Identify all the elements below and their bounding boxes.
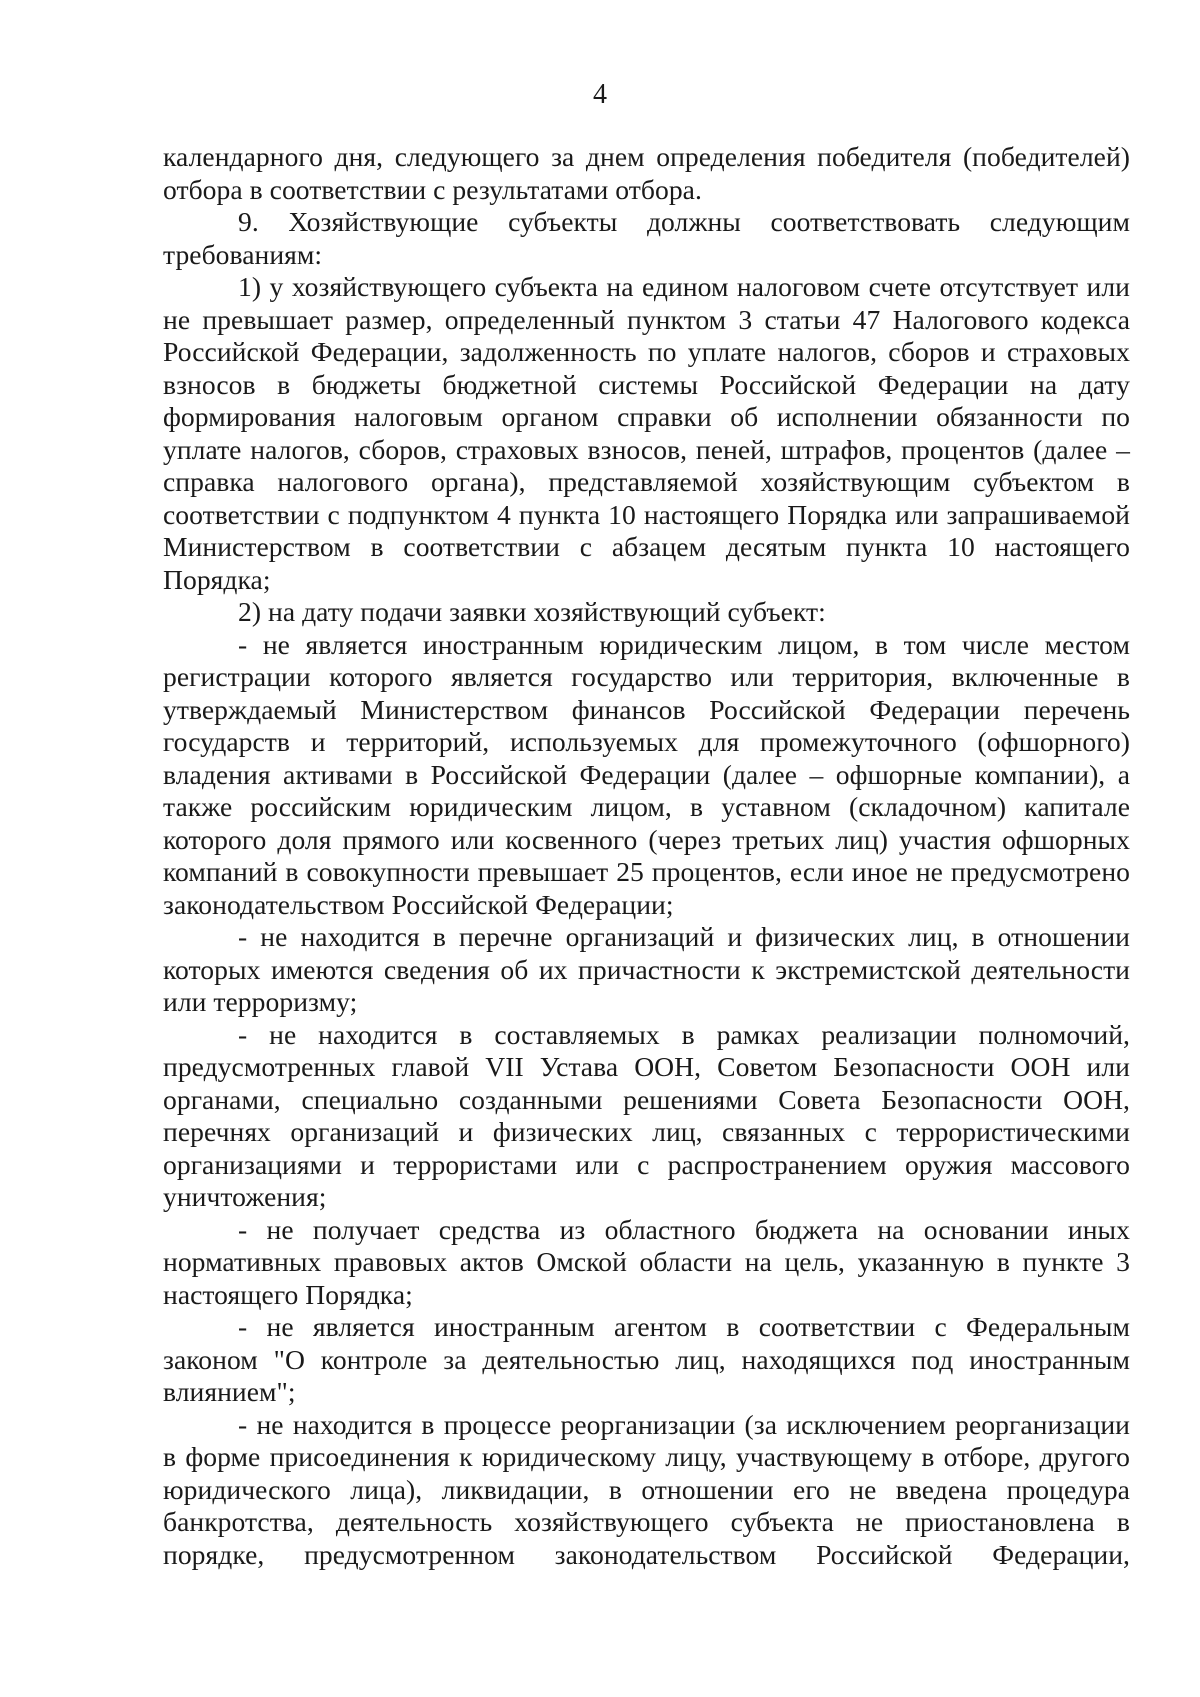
- paragraph-dash-foreign-agent: - не является иностранным агентом в соответствии с Федеральным законом "О контроле за деятельностью лиц, находящихся под иностранным влиянием";: [163, 1311, 1130, 1407]
- paragraph-subitem-1: 1) у хозяйствующего субъекта на едином налоговом счете отсутствует или не превышает размер, определенный пунктом 3 статьи 47 Налогового кодекса Российской Федерации, задолженность по уплате налогов, сборов и страховых взносов в бюджеты бюджетной системы Российской Федерации на дату формирования налоговым органом справки об исполнении обязанности по уплате налогов, сборов, страховых взносов, пеней, штрафов, процентов (далее – справка налогового органа), представляемой хозяйствующим субъектом в соответствии с подпунктом 4 пункта 10 настоящего Порядка или запрашиваемой Министерством в соответствии с абзацем десятым пункта 10 настоящего Порядка;: [163, 271, 1130, 595]
- paragraph-continuation: календарного дня, следующего за днем определения победителя (победителей) отбора в соответствии с результатами отбора.: [163, 141, 1130, 205]
- paragraph-dash-budget: - не получает средства из областного бюджета на основании иных нормативных правовых актов Омской области на цель, указанную в пункте 3 настоящего Порядка;: [163, 1213, 1130, 1310]
- paragraph-dash-extremism: - не находится в перечне организаций и физических лиц, в отношении которых имеются сведения об их причастности к экстремистской деятельности или терроризму;: [163, 921, 1130, 1017]
- paragraph-dash-offshore: - не является иностранным юридическим лицом, в том числе местом регистрации которого является государство или территория, включенные в утверждаемый Министерством финансов Российской Федерации перечень государств и территорий, используемых для промежуточного (офшорного) владения активами в Российской Федерации (далее – офшорные компании), а также российским юридическим лицом, в уставном (складочном) капитале которого доля прямого или косвенного (через третьих лиц) участия офшорных компаний в совокупности превышает 25 процентов, если иное не предусмотрено законодательством Российской Федерации;: [163, 628, 1130, 920]
- page-number: 4: [593, 79, 607, 110]
- document-body: [163, 141, 1130, 1571]
- paragraph-dash-reorganization: - не находится в процессе реорганизации (за исключением реорганизации в форме присоединения к юридическому лицу, участвующему в отборе, другого юридического лица), ликвидации, в отношении его не введена процедура банкротства, деятельность хозяйствующего субъекта не приостановлена в порядке, предусмотренном законодательством Российской Федерации,: [163, 1408, 1130, 1570]
- paragraph-subitem-2: 2) на дату подачи заявки хозяйствующий субъект:: [238, 596, 826, 627]
- paragraph-item-9: 9. Хозяйствующие субъекты должны соответствовать следующим требованиям:: [163, 206, 1130, 270]
- paragraph-dash-un-lists: - не находится в составляемых в рамках реализации полномочий, предусмотренных главой VII Устава ООН, Советом Безопасности ООН или органами, специально созданными решениями Совета Безопасности ООН, перечнях организаций и физических лиц, связанных с террористическими организациями и террористами или с распространением оружия массового уничтожения;: [163, 1018, 1130, 1212]
